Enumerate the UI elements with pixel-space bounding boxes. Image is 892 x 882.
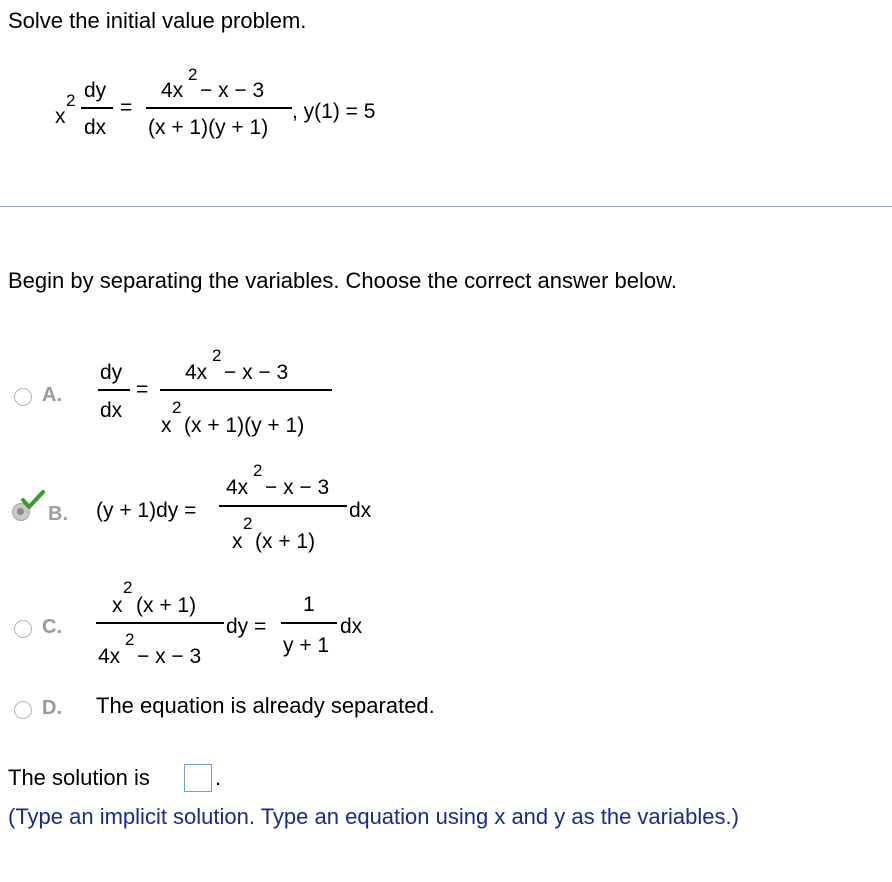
option-c-right-numerator: 1 (303, 593, 315, 616)
option-a-numerator-rest: − x − 3 (224, 361, 289, 384)
option-c-tail: dx (340, 615, 363, 638)
rhs-numerator-rest: − x − 3 (200, 79, 265, 102)
rhs-numerator-lead: 4x (161, 79, 184, 102)
option-c-numerator-exponent: 2 (123, 578, 133, 597)
option-b-tail: dx (349, 499, 372, 522)
option-b-fraction-bar (219, 505, 347, 507)
option-b-denominator-exponent: 2 (243, 514, 253, 533)
check-icon (20, 489, 46, 511)
lhs-coefficient: x (55, 105, 66, 128)
option-b-numerator-exponent: 2 (253, 461, 263, 480)
option-a-radio[interactable] (14, 388, 32, 406)
option-d-radio[interactable] (14, 701, 32, 719)
option-b-numerator-rest: − x − 3 (265, 476, 330, 499)
option-c-right-fraction-bar (281, 622, 337, 624)
option-a-lhs-bar (98, 389, 130, 391)
option-c-denominator-exponent: 2 (125, 630, 135, 649)
lhs-fraction-bar (81, 107, 113, 109)
option-c-middle: dy = (226, 615, 267, 638)
option-a-denominator-exponent: 2 (172, 398, 182, 417)
option-c-denominator-lead: 4x (98, 645, 121, 668)
option-d-letter: D. (42, 697, 62, 719)
initial-condition: , y(1) = 5 (292, 100, 376, 123)
option-c-radio[interactable] (14, 620, 32, 638)
equals-sign: = (120, 96, 133, 119)
option-b-letter: B. (48, 503, 68, 525)
option-d-text: The equation is already separated. (96, 693, 435, 718)
solution-suffix: . (215, 765, 222, 790)
option-b-denominator-lead: x (232, 530, 243, 553)
option-b-numerator-lead: 4x (226, 476, 249, 499)
option-c-numerator-rest: (x + 1) (136, 594, 197, 617)
option-b-lhs: (y + 1)dy = (96, 499, 197, 522)
rhs-numerator-exponent: 2 (188, 65, 198, 84)
option-c-letter: C. (42, 616, 62, 638)
lhs-denominator: dx (84, 116, 107, 139)
solution-input[interactable] (184, 764, 212, 792)
option-b-denominator-rest: (x + 1) (255, 530, 316, 553)
option-a-denominator-rest: (x + 1)(y + 1) (184, 414, 305, 437)
option-a-letter: A. (42, 384, 62, 406)
rhs-fraction-bar (146, 107, 292, 109)
rhs-denominator: (x + 1)(y + 1) (148, 116, 269, 139)
lhs-numerator: dy (84, 79, 107, 102)
option-c-fraction-bar (96, 622, 224, 624)
lhs-coefficient-exponent: 2 (66, 91, 76, 110)
solution-prefix: The solution is (8, 765, 150, 790)
option-c-right-denominator: y + 1 (283, 634, 330, 657)
solution-hint: (Type an implicit solution. Type an equation using x and y as the variables.) (8, 804, 739, 829)
problem-title: Solve the initial value problem. (8, 8, 307, 33)
option-a-lhs-numerator: dy (100, 361, 123, 384)
option-c-numerator-lead: x (112, 594, 123, 617)
section-divider (0, 206, 892, 207)
instruction-text: Begin by separating the variables. Choose the correct answer below. (8, 268, 677, 293)
option-a-numerator-lead: 4x (185, 361, 208, 384)
option-a-lhs-denominator: dx (100, 399, 123, 422)
option-a-numerator-exponent: 2 (212, 346, 222, 365)
option-a-fraction-bar (160, 389, 332, 391)
option-a-equals: = (136, 378, 149, 401)
option-a-denominator-lead: x (161, 414, 172, 437)
option-c-denominator-rest: − x − 3 (137, 645, 202, 668)
